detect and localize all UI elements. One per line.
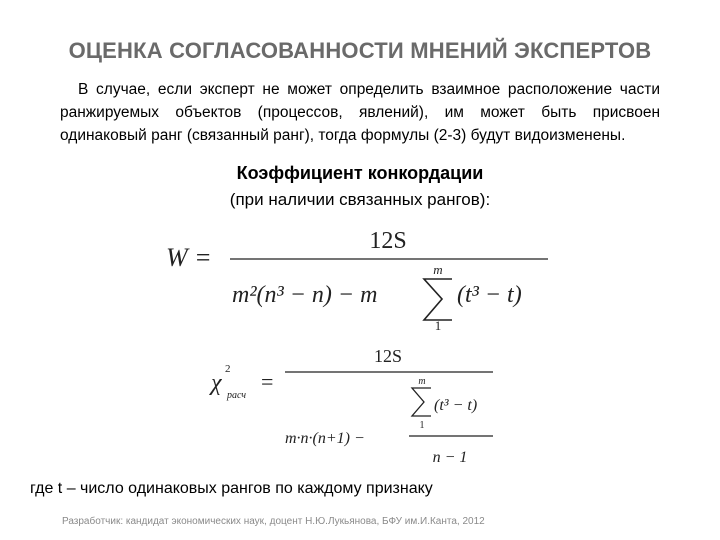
section-heading: Коэффициент конкордации: [236, 163, 484, 183]
formula-chi-sum-sign: [412, 388, 431, 416]
formula-chi-inner-sum-upper: m: [418, 376, 426, 387]
formula-w-lhs: W =: [166, 243, 212, 272]
formula-chi-sub: расч: [227, 390, 247, 401]
formula-w: [160, 222, 560, 332]
formula-chi-denominator-left: m·n·(n+1) −: [285, 430, 365, 447]
formula-w-sum-sign: [424, 279, 452, 320]
author-credit: Разработчик: кандидат экономических наук, доцент Н.Ю.Лукьянова, БФУ им.И.Канта, 2012: [62, 516, 485, 527]
formula-chi-inner-denominator: n − 1: [432, 449, 468, 466]
footnote: где t – число одинаковых рангов по каждому признаку: [30, 480, 433, 497]
formula-chi-equals: =: [261, 369, 274, 394]
formula-chi-symbol: χ: [211, 370, 222, 396]
formula-chi-numerator: 12S: [373, 346, 403, 366]
formula-w-sum-upper: m: [433, 262, 443, 277]
formula-w-denominator-left: m²(n³ − n) − m: [232, 282, 378, 308]
formula-chi-inner-sum-lower: 1: [419, 420, 425, 431]
formula-w-sum-lower: 1: [434, 318, 442, 332]
slide-title: ОЦЕНКА СОГЛАСОВАННОСТИ МНЕНИЙ ЭКСПЕРТОВ: [68, 38, 652, 63]
formula-chi-inner-numerator: (t³ − t): [434, 397, 478, 414]
formula-w-denominator-right: (t³ − t): [457, 282, 522, 308]
section-subheading: (при наличии связанных рангов):: [229, 190, 491, 209]
formula-w-numerator: 12S: [369, 228, 407, 254]
formula-chi: [205, 338, 505, 476]
intro-paragraph: В случае, если эксперт не может определить взаимное расположение части ранжируемых объектов (процессов, явлений), им может быть присвоен одинаковый ранг (связанный ранг), тогда формулы (2-3) будут видоизменены.: [60, 81, 660, 144]
formula-chi-sup: 2: [225, 363, 231, 375]
